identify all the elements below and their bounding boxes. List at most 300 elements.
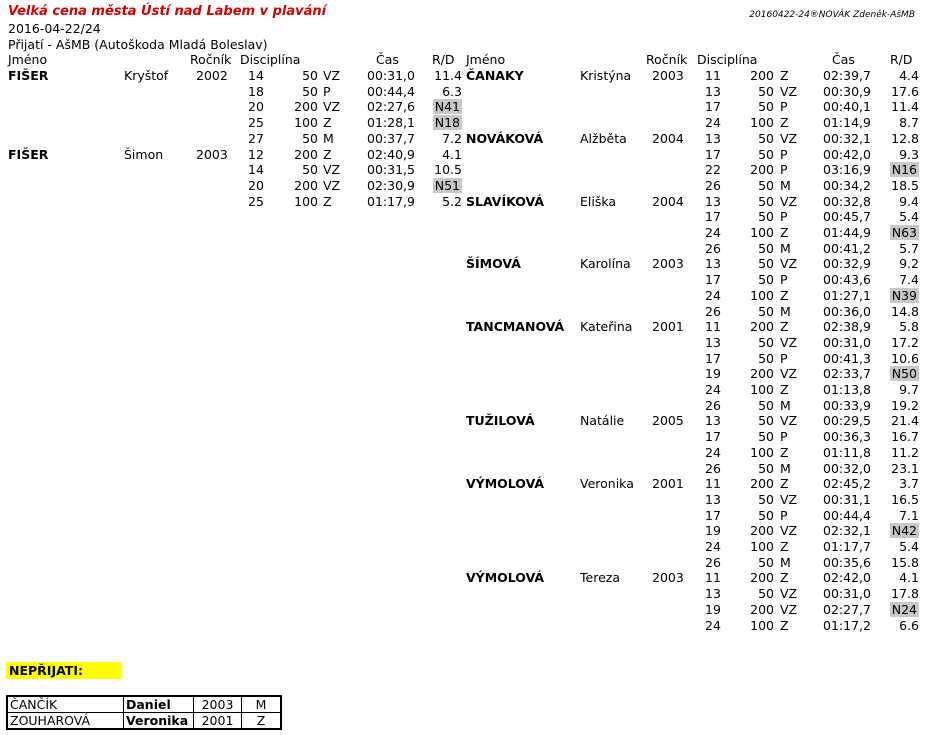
event-time: 00:31,5 [367, 162, 415, 178]
surname-cell: ZOUHAROVÁ [7, 713, 124, 730]
table-row [7, 713, 281, 730]
event-style: P [780, 99, 788, 115]
rd-value [879, 147, 919, 163]
rd-text: 11.4 [891, 99, 919, 115]
rd-value [879, 351, 919, 367]
event-distance: 50 [758, 586, 774, 602]
event-time: 00:32,1 [823, 130, 871, 146]
swimmer-first-name: Kryštof [124, 68, 169, 83]
event-number: 24 [705, 617, 721, 633]
event-style: VZ [323, 99, 341, 115]
rd-text: 3.7 [899, 476, 919, 492]
event-distance: 100 [750, 539, 774, 554]
event-style: VZ [780, 130, 798, 146]
event-time: 01:17,2 [823, 617, 871, 633]
event-style: M [780, 460, 791, 476]
swimmer-year: 2002 [196, 68, 228, 83]
header-rocnik-right: Ročník [646, 52, 688, 67]
header-jmeno-left: Jméno [8, 52, 48, 67]
event-distance: 50 [758, 554, 774, 570]
rd-text: N63 [891, 225, 917, 240]
event-number: 26 [705, 554, 721, 570]
event-style: VZ [780, 601, 798, 617]
event-number: 26 [705, 460, 721, 476]
event-number: 17 [705, 507, 721, 523]
event-time: 02:39,7 [823, 68, 871, 83]
event-number: 17 [705, 429, 721, 445]
header-cas-left: Čas [376, 52, 399, 67]
event-distance: 200 [750, 523, 774, 539]
event-number: 24 [705, 444, 721, 460]
event-style: P [780, 507, 788, 523]
swimmer-surname: FIŠER [8, 146, 49, 162]
swimmer-first-name: Natálie [580, 413, 625, 429]
swimmer-year: 2003 [196, 146, 228, 162]
event-time: 03:16,9 [823, 162, 871, 178]
event-number: 13 [705, 334, 721, 350]
swimmer-first-name: Alžběta [580, 130, 627, 146]
event-time: 01:14,9 [823, 115, 871, 131]
event-distance: 50 [758, 146, 774, 162]
event-number: 25 [248, 193, 264, 209]
rd-value [879, 194, 919, 210]
year-cell: 2003 [194, 696, 242, 713]
document-code: 20160422-24®NOVÁK Zdeněk-AšMB [749, 10, 915, 20]
event-time: 02:45,2 [823, 476, 871, 492]
event-number: 13 [705, 586, 721, 602]
rd-text: N24 [891, 601, 917, 617]
rd-rank-highlight [422, 178, 462, 194]
event-style: P [323, 83, 331, 99]
event-time: 01:27,1 [823, 287, 871, 303]
event-time: 00:45,7 [823, 209, 871, 225]
rd-text: 9.3 [899, 146, 919, 162]
event-style: P [780, 146, 788, 162]
rd-value [879, 429, 919, 445]
event-distance: 50 [758, 256, 774, 272]
event-time: 00:31,0 [823, 586, 871, 602]
rd-text: 7.2 [442, 130, 462, 146]
event-distance: 200 [294, 146, 318, 162]
rd-value [879, 445, 919, 461]
rd-text: 5.7 [899, 240, 919, 256]
event-distance: 50 [758, 507, 774, 523]
event-time: 00:37,7 [367, 130, 415, 146]
event-distance: 200 [294, 99, 318, 115]
event-time: 00:30,9 [823, 83, 871, 99]
event-style: Z [780, 476, 789, 492]
event-time: 01:17,9 [367, 193, 415, 209]
event-number: 14 [248, 162, 264, 178]
event-distance: 200 [750, 319, 774, 335]
rd-value [879, 382, 919, 398]
event-number: 24 [705, 382, 721, 397]
event-time: 00:32,8 [823, 193, 871, 209]
surname-cell: ČANČÍK [7, 696, 124, 713]
rd-rank-highlight [879, 162, 919, 178]
event-distance: 100 [294, 193, 318, 209]
swimmer-surname: TANCMANOVÁ [466, 319, 565, 335]
event-number: 17 [705, 272, 721, 288]
event-time: 02:27,7 [823, 601, 871, 617]
event-date: 2016-04-22/24 [8, 21, 101, 36]
event-time: 00:44,4 [367, 83, 415, 99]
event-distance: 50 [302, 130, 318, 146]
event-distance: 50 [302, 68, 318, 83]
event-style: M [780, 397, 791, 413]
event-distance: 50 [758, 240, 774, 256]
rd-value [879, 335, 919, 351]
event-number: 11 [705, 570, 721, 586]
event-distance: 50 [758, 429, 774, 445]
event-time: 00:44,4 [823, 507, 871, 523]
event-number: 26 [705, 240, 721, 256]
rd-text: 11.2 [891, 444, 919, 460]
swimmer-year: 2001 [652, 476, 684, 492]
rd-value [879, 492, 919, 508]
event-style: P [780, 350, 788, 366]
rd-text: 17.6 [891, 83, 919, 99]
event-time: 01:13,8 [823, 382, 871, 397]
rd-rank-highlight [879, 602, 919, 618]
event-number: 20 [248, 177, 264, 193]
event-distance: 50 [758, 177, 774, 193]
year-cell: 2001 [194, 713, 242, 730]
event-number: 26 [705, 397, 721, 413]
rd-text: 10.5 [434, 162, 462, 178]
rd-rank-highlight [879, 523, 919, 539]
event-style: VZ [780, 83, 798, 99]
header-cas-right: Čas [832, 52, 855, 67]
swimmer-surname: ČANAKY [466, 68, 524, 83]
rd-text: 18.5 [891, 177, 919, 193]
event-time: 00:36,3 [823, 429, 871, 445]
rd-text: 21.4 [891, 413, 919, 429]
rd-value [879, 570, 919, 586]
rd-text: 9.4 [899, 193, 919, 209]
rd-value [879, 131, 919, 147]
event-number: 13 [705, 193, 721, 209]
event-style: Z [323, 146, 332, 162]
rd-value [422, 147, 462, 163]
event-style: Z [780, 319, 789, 335]
event-style: M [780, 177, 791, 193]
event-time: 00:36,0 [823, 303, 871, 319]
event-style: VZ [780, 256, 798, 272]
rd-text: N51 [434, 177, 460, 193]
rd-text: 5.4 [899, 209, 919, 225]
event-distance: 50 [758, 272, 774, 288]
event-time: 02:33,7 [823, 366, 871, 382]
rd-text: N39 [891, 287, 917, 303]
rd-text: 16.7 [891, 429, 919, 445]
event-distance: 50 [758, 303, 774, 319]
event-style: P [780, 429, 788, 445]
rd-value [879, 476, 919, 492]
event-distance: 50 [758, 397, 774, 413]
event-time: 00:34,2 [823, 177, 871, 193]
event-time: 02:38,9 [823, 319, 871, 335]
rd-value [422, 162, 462, 178]
swimmer-first-name: Šimon [124, 146, 164, 162]
rd-value [879, 304, 919, 320]
event-time: 00:32,0 [823, 460, 871, 476]
event-style: Z [323, 115, 332, 131]
rd-value [879, 618, 919, 634]
rd-text: N41 [434, 99, 460, 115]
event-number: 19 [705, 366, 721, 382]
rd-text: 9.7 [899, 382, 919, 397]
rd-text: 19.2 [891, 397, 919, 413]
swimmer-surname: NOVÁKOVÁ [466, 130, 544, 146]
swimmer-year: 2001 [652, 319, 684, 335]
rd-value [879, 256, 919, 272]
rd-text: 8.7 [899, 115, 919, 131]
event-style: P [780, 162, 788, 178]
rd-value [879, 539, 919, 555]
rd-text: 7.1 [899, 507, 919, 523]
event-style: VZ [780, 413, 798, 429]
event-distance: 50 [758, 99, 774, 115]
swimmer-surname: VÝMOLOVÁ [466, 476, 545, 492]
event-distance: 100 [750, 115, 774, 131]
event-number: 17 [705, 350, 721, 366]
event-distance: 200 [750, 570, 774, 586]
rd-text: 6.3 [442, 83, 462, 99]
event-number: 26 [705, 177, 721, 193]
rd-text: 5.2 [442, 193, 462, 209]
event-time: 00:42,0 [823, 146, 871, 162]
event-distance: 50 [758, 460, 774, 476]
rd-value [879, 398, 919, 414]
swimmer-first-name: Karolína [580, 256, 631, 272]
event-time: 00:31,0 [823, 334, 871, 350]
rd-text: 5.8 [899, 319, 919, 335]
header-rd-left: R/D [432, 52, 455, 67]
swimmer-first-name: Kateřina [580, 319, 633, 335]
rd-text: 12.8 [891, 130, 919, 146]
event-distance: 50 [758, 334, 774, 350]
event-number: 27 [248, 130, 264, 146]
rd-text: 4.1 [899, 570, 919, 586]
event-number: 12 [248, 146, 264, 162]
event-distance: 50 [758, 209, 774, 225]
event-number: 19 [705, 523, 721, 539]
event-distance: 200 [750, 601, 774, 617]
swimmer-surname: FIŠER [8, 68, 49, 83]
event-distance: 200 [750, 162, 774, 178]
event-number: 13 [705, 256, 721, 272]
event-distance: 200 [750, 68, 774, 83]
event-style: P [780, 209, 788, 225]
rd-rank-highlight [879, 366, 919, 382]
rd-rank-highlight [422, 99, 462, 115]
event-style: VZ [780, 193, 798, 209]
rd-value [879, 555, 919, 571]
rd-value [422, 68, 462, 84]
event-number: 11 [705, 68, 721, 83]
rd-rank-highlight [422, 115, 462, 131]
rd-value [879, 209, 919, 225]
event-time: 02:30,9 [367, 177, 415, 193]
not-accepted-table [6, 695, 282, 730]
rd-value [422, 84, 462, 100]
rd-value [879, 178, 919, 194]
rd-value [879, 84, 919, 100]
event-style: P [780, 272, 788, 288]
rd-text: 5.4 [899, 539, 919, 554]
event-time: 00:32,9 [823, 256, 871, 272]
event-distance: 50 [758, 130, 774, 146]
event-style: Z [780, 570, 789, 586]
rd-value [422, 131, 462, 147]
swimmer-surname: ŠÍMOVÁ [466, 256, 521, 272]
rd-text: 16.5 [891, 491, 919, 507]
event-style: VZ [323, 177, 341, 193]
event-number: 24 [705, 115, 721, 131]
event-distance: 50 [758, 350, 774, 366]
swimmer-first-name: Kristýna [580, 68, 632, 83]
swimmer-year: 2004 [652, 193, 684, 209]
rd-text: 23.1 [891, 460, 919, 476]
event-distance: 50 [758, 413, 774, 429]
rd-text: 4.1 [442, 146, 462, 162]
event-time: 00:33,9 [823, 397, 871, 413]
swimmer-year: 2003 [652, 68, 684, 83]
event-distance: 50 [758, 83, 774, 99]
event-distance: 100 [750, 225, 774, 240]
rd-value [879, 508, 919, 524]
rd-value [879, 413, 919, 429]
event-distance: 200 [750, 366, 774, 382]
first-name-cell: Daniel [124, 696, 194, 713]
header-disciplina-right: Disciplína [697, 52, 758, 67]
event-style: VZ [780, 334, 798, 350]
event-style: M [323, 130, 334, 146]
event-number: 18 [248, 83, 264, 99]
event-style: Z [780, 287, 789, 303]
event-style: Z [780, 68, 789, 83]
swimmer-surname: TUŽILOVÁ [466, 413, 535, 429]
page-title: Velká cena města Ústí nad Labem v plavání [8, 4, 327, 19]
event-time: 01:44,9 [823, 225, 871, 240]
event-number: 17 [705, 209, 721, 225]
event-number: 14 [248, 68, 264, 83]
rd-text: 11.4 [434, 68, 462, 83]
event-style: VZ [780, 491, 798, 507]
swimmer-first-name: Veronika [580, 476, 634, 492]
rd-value [879, 319, 919, 335]
event-distance: 50 [758, 193, 774, 209]
header-disciplina-left: Disciplína [240, 52, 301, 67]
swimmer-year: 2005 [652, 413, 684, 429]
event-time: 01:17,7 [823, 539, 871, 554]
rd-text: 15.8 [891, 554, 919, 570]
rd-text: 17.8 [891, 586, 919, 602]
event-style: Z [780, 115, 789, 131]
rd-text: N50 [891, 366, 917, 382]
event-time: 00:40,1 [823, 99, 871, 115]
event-distance: 200 [294, 177, 318, 193]
event-time: 00:31,1 [823, 491, 871, 507]
swimmer-year: 2003 [652, 256, 684, 272]
event-number: 13 [705, 130, 721, 146]
event-distance: 50 [302, 83, 318, 99]
rd-text: N18 [434, 115, 460, 131]
event-number: 20 [248, 99, 264, 115]
header-rocnik-left: Ročník [190, 52, 232, 67]
rd-value [879, 586, 919, 602]
event-number: 24 [705, 287, 721, 303]
event-number: 17 [705, 146, 721, 162]
event-time: 00:31,0 [367, 68, 415, 83]
header-rd-right: R/D [890, 52, 913, 67]
swimmer-year: 2003 [652, 570, 684, 586]
event-number: 24 [705, 225, 721, 240]
event-time: 00:29,5 [823, 413, 871, 429]
event-time: 00:43,6 [823, 272, 871, 288]
swimmer-year: 2004 [652, 130, 684, 146]
not-accepted-label: NEPŘIJATI: [6, 662, 121, 679]
header-jmeno-right: Jméno [466, 52, 506, 67]
event-number: 11 [705, 476, 721, 492]
rd-text: 7.4 [899, 272, 919, 288]
rd-value [879, 115, 919, 131]
rd-value [879, 99, 919, 115]
event-time: 00:41,2 [823, 240, 871, 256]
rd-text: N16 [891, 162, 917, 178]
event-style: VZ [780, 366, 798, 382]
event-distance: 200 [750, 476, 774, 492]
event-number: 13 [705, 83, 721, 99]
event-style: Z [780, 225, 789, 240]
event-style: M [780, 240, 791, 256]
event-time: 00:41,3 [823, 350, 871, 366]
event-time: 02:27,6 [367, 99, 415, 115]
rd-value [422, 194, 462, 210]
event-style: VZ [323, 162, 341, 178]
event-style: Z [780, 539, 789, 554]
event-time: 00:35,6 [823, 554, 871, 570]
table-row [7, 696, 281, 713]
event-style: Z [323, 193, 332, 209]
event-distance: 100 [750, 617, 774, 633]
rd-text: N42 [891, 523, 917, 539]
event-number: 13 [705, 413, 721, 429]
rd-value [879, 461, 919, 477]
event-style: M [780, 303, 791, 319]
first-name-cell: Veronika [124, 713, 194, 730]
event-time: 02:32,1 [823, 523, 871, 539]
event-distance: 100 [750, 287, 774, 303]
event-number: 26 [705, 303, 721, 319]
rd-rank-highlight [879, 225, 919, 241]
event-style: VZ [780, 523, 798, 539]
event-style: Z [780, 617, 789, 633]
event-distance: 50 [758, 491, 774, 507]
event-number: 24 [705, 539, 721, 554]
sex-cell: M [242, 696, 282, 713]
swimmer-surname: SLAVÍKOVÁ [466, 193, 545, 209]
rd-text: 4.4 [899, 68, 919, 83]
rd-text: 17.2 [891, 334, 919, 350]
event-time: 02:42,0 [823, 570, 871, 586]
swimmer-first-name: Tereza [580, 570, 620, 586]
event-style: VZ [780, 586, 798, 602]
sex-cell: Z [242, 713, 282, 730]
event-style: M [780, 554, 791, 570]
rd-rank-highlight [879, 288, 919, 304]
